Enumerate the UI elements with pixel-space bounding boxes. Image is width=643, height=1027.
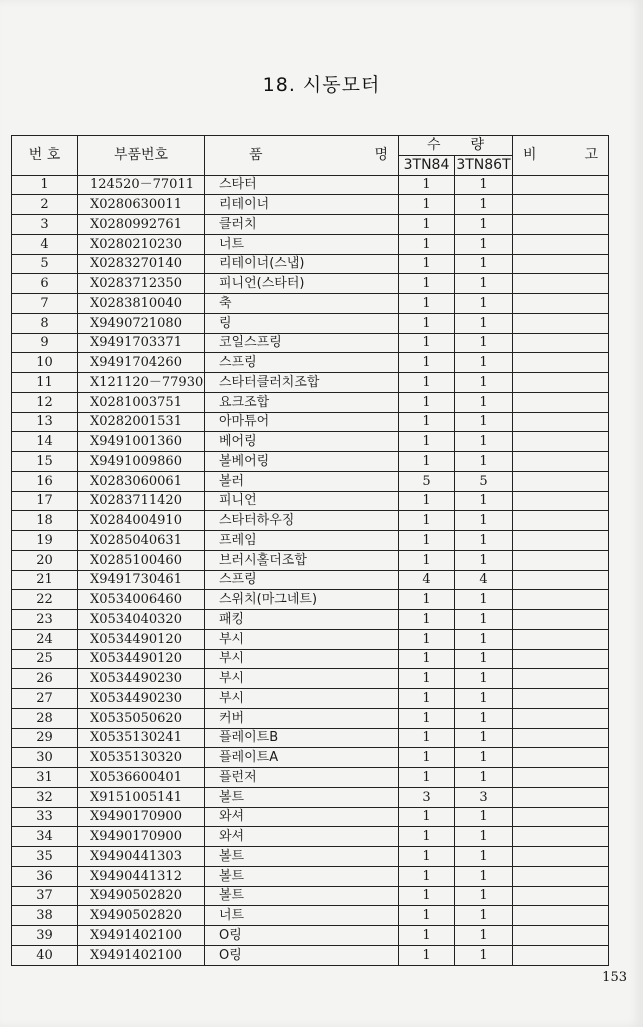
remark <box>513 689 609 709</box>
part-name: 스타터클러치조합 <box>205 373 399 393</box>
parts-table-body <box>12 175 609 965</box>
part-number: X0535130320 <box>78 748 205 768</box>
table-row <box>12 886 609 906</box>
table-row <box>12 491 609 511</box>
remark <box>513 412 609 432</box>
part-number: X0285100460 <box>78 550 205 570</box>
header-name <box>205 136 399 176</box>
table-row <box>12 452 609 472</box>
table-row <box>12 511 609 531</box>
qty-3tn86t: 1 <box>455 866 513 886</box>
part-name: 볼러 <box>205 471 399 491</box>
qty-3tn86t: 1 <box>455 708 513 728</box>
qty-3tn84: 1 <box>399 215 455 235</box>
qty-3tn86t: 1 <box>455 392 513 412</box>
row-number: 40 <box>12 945 78 965</box>
qty-3tn84: 1 <box>399 926 455 946</box>
parts-table <box>11 135 609 966</box>
part-name: 요크조합 <box>205 392 399 412</box>
table-row <box>12 254 609 274</box>
row-number: 12 <box>12 392 78 412</box>
table-row <box>12 215 609 235</box>
remark <box>513 333 609 353</box>
remark <box>513 728 609 748</box>
row-number: 25 <box>12 649 78 669</box>
row-number: 38 <box>12 906 78 926</box>
qty-3tn86t: 1 <box>455 847 513 867</box>
qty-3tn86t: 1 <box>455 511 513 531</box>
row-number: 20 <box>12 550 78 570</box>
table-row <box>12 866 609 886</box>
qty-3tn86t: 1 <box>455 590 513 610</box>
qty-3tn86t: 1 <box>455 669 513 689</box>
part-name: 아마튜어 <box>205 412 399 432</box>
qty-3tn86t: 1 <box>455 294 513 314</box>
remark <box>513 353 609 373</box>
table-row <box>12 274 609 294</box>
table-row <box>12 333 609 353</box>
table-row <box>12 550 609 570</box>
qty-3tn84: 1 <box>399 412 455 432</box>
qty-3tn84: 1 <box>399 234 455 254</box>
header-qty-b: 량 <box>470 136 484 153</box>
remark <box>513 847 609 867</box>
qty-3tn84: 1 <box>399 866 455 886</box>
part-name: 스프링 <box>205 570 399 590</box>
part-name: O링 <box>205 945 399 965</box>
qty-3tn86t: 1 <box>455 175 513 195</box>
part-number: X0281003751 <box>78 392 205 412</box>
part-number: X9490721080 <box>78 313 205 333</box>
part-name: 플레이트A <box>205 748 399 768</box>
qty-3tn86t: 1 <box>455 926 513 946</box>
part-name: 스타터 <box>205 175 399 195</box>
qty-3tn86t: 1 <box>455 610 513 630</box>
row-number: 27 <box>12 689 78 709</box>
row-number: 16 <box>12 471 78 491</box>
part-number: X9151005141 <box>78 787 205 807</box>
header-qty-a: 수 <box>427 136 441 153</box>
remark <box>513 175 609 195</box>
qty-3tn84: 1 <box>399 629 455 649</box>
qty-3tn84: 1 <box>399 254 455 274</box>
row-number: 23 <box>12 610 78 630</box>
header-remark-a: 비 <box>523 146 537 163</box>
row-number: 33 <box>12 807 78 827</box>
remark <box>513 254 609 274</box>
table-row <box>12 787 609 807</box>
table-row <box>12 432 609 452</box>
table-row <box>12 906 609 926</box>
qty-3tn84: 1 <box>399 669 455 689</box>
part-name: 커버 <box>205 708 399 728</box>
qty-3tn86t: 1 <box>455 550 513 570</box>
row-number: 9 <box>12 333 78 353</box>
qty-3tn86t: 1 <box>455 195 513 215</box>
qty-3tn86t: 1 <box>455 234 513 254</box>
part-number: X9490441312 <box>78 866 205 886</box>
table-row <box>12 294 609 314</box>
row-number: 39 <box>12 926 78 946</box>
qty-3tn84: 1 <box>399 807 455 827</box>
part-number: X0536600401 <box>78 768 205 788</box>
table-row <box>12 945 609 965</box>
part-name: 와셔 <box>205 807 399 827</box>
remark <box>513 491 609 511</box>
qty-3tn86t: 4 <box>455 570 513 590</box>
part-name: 스프링 <box>205 353 399 373</box>
remark <box>513 807 609 827</box>
part-number: X0284004910 <box>78 511 205 531</box>
qty-3tn86t: 1 <box>455 412 513 432</box>
qty-3tn84: 1 <box>399 313 455 333</box>
part-name: 클러치 <box>205 215 399 235</box>
row-number: 31 <box>12 768 78 788</box>
part-number: X9490502820 <box>78 906 205 926</box>
remark <box>513 768 609 788</box>
remark <box>513 649 609 669</box>
part-name: 피니언 <box>205 491 399 511</box>
table-row <box>12 353 609 373</box>
part-number: X9491704260 <box>78 353 205 373</box>
qty-3tn86t: 1 <box>455 432 513 452</box>
row-number: 3 <box>12 215 78 235</box>
qty-3tn84: 1 <box>399 333 455 353</box>
row-number: 2 <box>12 195 78 215</box>
remark <box>513 629 609 649</box>
part-number: X0280992761 <box>78 215 205 235</box>
remark <box>513 669 609 689</box>
table-row <box>12 392 609 412</box>
row-number: 30 <box>12 748 78 768</box>
remark <box>513 373 609 393</box>
qty-3tn84: 1 <box>399 274 455 294</box>
part-number: X0283712350 <box>78 274 205 294</box>
qty-3tn84: 1 <box>399 491 455 511</box>
part-name: 너트 <box>205 234 399 254</box>
qty-3tn84: 1 <box>399 945 455 965</box>
table-row <box>12 768 609 788</box>
header-no: 번 호 <box>12 136 78 176</box>
table-row <box>12 629 609 649</box>
row-number: 7 <box>12 294 78 314</box>
remark <box>513 432 609 452</box>
part-number: X9490441303 <box>78 847 205 867</box>
qty-3tn84: 5 <box>399 471 455 491</box>
remark <box>513 471 609 491</box>
part-name: 볼트 <box>205 787 399 807</box>
qty-3tn86t: 1 <box>455 886 513 906</box>
part-number: X9491703371 <box>78 333 205 353</box>
qty-3tn84: 1 <box>399 373 455 393</box>
part-name: 너트 <box>205 906 399 926</box>
qty-3tn86t: 1 <box>455 313 513 333</box>
part-name: 볼트 <box>205 847 399 867</box>
part-number: 124520－77011 <box>78 175 205 195</box>
table-row <box>12 708 609 728</box>
row-number: 18 <box>12 511 78 531</box>
remark <box>513 708 609 728</box>
remark <box>513 945 609 965</box>
part-name: 부시 <box>205 629 399 649</box>
table-row <box>12 807 609 827</box>
qty-3tn84: 1 <box>399 708 455 728</box>
remark <box>513 550 609 570</box>
row-number: 14 <box>12 432 78 452</box>
qty-3tn84: 1 <box>399 728 455 748</box>
qty-3tn86t: 1 <box>455 353 513 373</box>
header-row <box>12 136 609 156</box>
row-number: 17 <box>12 491 78 511</box>
part-name: 리테이너(스냅) <box>205 254 399 274</box>
part-number: X0534490120 <box>78 649 205 669</box>
part-name: 부시 <box>205 689 399 709</box>
qty-3tn84: 1 <box>399 748 455 768</box>
remark <box>513 452 609 472</box>
row-number: 21 <box>12 570 78 590</box>
row-number: 1 <box>12 175 78 195</box>
header-model-1: 3TN84 <box>399 155 455 175</box>
part-name: O링 <box>205 926 399 946</box>
header-remark-b: 고 <box>584 146 598 163</box>
row-number: 34 <box>12 827 78 847</box>
row-number: 13 <box>12 412 78 432</box>
row-number: 24 <box>12 629 78 649</box>
part-number: X9491009860 <box>78 452 205 472</box>
remark <box>513 827 609 847</box>
part-number: X0282001531 <box>78 412 205 432</box>
remark <box>513 274 609 294</box>
qty-3tn84: 1 <box>399 550 455 570</box>
part-number: X0534490230 <box>78 689 205 709</box>
qty-3tn86t: 1 <box>455 531 513 551</box>
qty-3tn86t: 1 <box>455 728 513 748</box>
part-number: X9490170900 <box>78 807 205 827</box>
row-number: 29 <box>12 728 78 748</box>
qty-3tn86t: 1 <box>455 945 513 965</box>
remark <box>513 570 609 590</box>
remark <box>513 590 609 610</box>
remark <box>513 511 609 531</box>
part-name: 부시 <box>205 649 399 669</box>
part-name: 리테이너 <box>205 195 399 215</box>
part-name: 축 <box>205 294 399 314</box>
part-name: 코일스프링 <box>205 333 399 353</box>
part-number: X0535130241 <box>78 728 205 748</box>
table-row <box>12 313 609 333</box>
table-row <box>12 234 609 254</box>
remark <box>513 313 609 333</box>
part-number: X9491402100 <box>78 945 205 965</box>
qty-3tn84: 4 <box>399 570 455 590</box>
part-number: X121120－77930 <box>78 373 205 393</box>
part-number: X0283060061 <box>78 471 205 491</box>
qty-3tn84: 1 <box>399 452 455 472</box>
part-name: 프레임 <box>205 531 399 551</box>
qty-3tn84: 1 <box>399 827 455 847</box>
row-number: 11 <box>12 373 78 393</box>
table-row <box>12 926 609 946</box>
qty-3tn86t: 1 <box>455 748 513 768</box>
qty-3tn84: 1 <box>399 689 455 709</box>
table-row <box>12 471 609 491</box>
row-number: 8 <box>12 313 78 333</box>
qty-3tn86t: 1 <box>455 768 513 788</box>
part-name: 스위치(마그네트) <box>205 590 399 610</box>
row-number: 28 <box>12 708 78 728</box>
remark <box>513 195 609 215</box>
row-number: 37 <box>12 886 78 906</box>
qty-3tn86t: 1 <box>455 274 513 294</box>
header-qty <box>399 136 513 156</box>
qty-3tn84: 1 <box>399 195 455 215</box>
header-model-2: 3TN86T <box>455 155 513 175</box>
header-name-b: 명 <box>374 146 388 163</box>
part-number: X0283711420 <box>78 491 205 511</box>
qty-3tn86t: 1 <box>455 452 513 472</box>
row-number: 22 <box>12 590 78 610</box>
part-name: 패킹 <box>205 610 399 630</box>
table-row <box>12 827 609 847</box>
part-number: X9490502820 <box>78 886 205 906</box>
table-row <box>12 373 609 393</box>
qty-3tn84: 1 <box>399 768 455 788</box>
qty-3tn84: 1 <box>399 511 455 531</box>
qty-3tn84: 1 <box>399 590 455 610</box>
part-name: 베어링 <box>205 432 399 452</box>
qty-3tn86t: 1 <box>455 629 513 649</box>
row-number: 5 <box>12 254 78 274</box>
row-number: 26 <box>12 669 78 689</box>
remark <box>513 610 609 630</box>
remark <box>513 926 609 946</box>
qty-3tn86t: 1 <box>455 333 513 353</box>
part-name: 볼트 <box>205 886 399 906</box>
part-number: X0534490120 <box>78 629 205 649</box>
header-name-a: 품 <box>249 146 263 163</box>
part-name: 스타터하우징 <box>205 511 399 531</box>
part-name: 플런저 <box>205 768 399 788</box>
part-number: X0534490230 <box>78 669 205 689</box>
part-name: 플레이트B <box>205 728 399 748</box>
remark <box>513 787 609 807</box>
qty-3tn86t: 1 <box>455 827 513 847</box>
table-row <box>12 412 609 432</box>
qty-3tn84: 1 <box>399 432 455 452</box>
qty-3tn84: 1 <box>399 649 455 669</box>
remark <box>513 234 609 254</box>
row-number: 6 <box>12 274 78 294</box>
qty-3tn86t: 1 <box>455 373 513 393</box>
table-row <box>12 748 609 768</box>
table-row <box>12 669 609 689</box>
row-number: 4 <box>12 234 78 254</box>
remark <box>513 215 609 235</box>
table-row <box>12 175 609 195</box>
qty-3tn86t: 5 <box>455 471 513 491</box>
header-part-no: 부품번호 <box>78 136 205 176</box>
qty-3tn84: 1 <box>399 906 455 926</box>
part-number: X0280630011 <box>78 195 205 215</box>
part-number: X9491402100 <box>78 926 205 946</box>
qty-3tn84: 1 <box>399 886 455 906</box>
remark <box>513 531 609 551</box>
remark <box>513 392 609 412</box>
page-number: 153 <box>602 970 627 985</box>
part-name: 브러시홀더조합 <box>205 550 399 570</box>
part-name: 부시 <box>205 669 399 689</box>
table-row <box>12 649 609 669</box>
table-row <box>12 195 609 215</box>
row-number: 35 <box>12 847 78 867</box>
part-number: X9490170900 <box>78 827 205 847</box>
qty-3tn86t: 1 <box>455 215 513 235</box>
qty-3tn86t: 3 <box>455 787 513 807</box>
remark <box>513 906 609 926</box>
part-number: X9491001360 <box>78 432 205 452</box>
part-name: 피니언(스타터) <box>205 274 399 294</box>
part-number: X0534006460 <box>78 590 205 610</box>
part-number: X0283810040 <box>78 294 205 314</box>
qty-3tn86t: 1 <box>455 254 513 274</box>
row-number: 36 <box>12 866 78 886</box>
table-row <box>12 689 609 709</box>
qty-3tn86t: 1 <box>455 689 513 709</box>
remark <box>513 748 609 768</box>
qty-3tn86t: 1 <box>455 906 513 926</box>
table-row <box>12 590 609 610</box>
qty-3tn84: 1 <box>399 175 455 195</box>
table-row <box>12 847 609 867</box>
qty-3tn84: 1 <box>399 847 455 867</box>
part-number: X0283270140 <box>78 254 205 274</box>
table-row <box>12 570 609 590</box>
row-number: 32 <box>12 787 78 807</box>
part-name: 볼베어링 <box>205 452 399 472</box>
qty-3tn84: 3 <box>399 787 455 807</box>
part-name: 링 <box>205 313 399 333</box>
qty-3tn84: 1 <box>399 531 455 551</box>
part-number: X0280210230 <box>78 234 205 254</box>
qty-3tn84: 1 <box>399 294 455 314</box>
table-row <box>12 610 609 630</box>
qty-3tn84: 1 <box>399 610 455 630</box>
qty-3tn86t: 1 <box>455 649 513 669</box>
header-remark <box>513 136 609 176</box>
qty-3tn84: 1 <box>399 392 455 412</box>
part-number: X0534040320 <box>78 610 205 630</box>
remark <box>513 866 609 886</box>
page-title: 18. 시동모터 <box>262 74 381 96</box>
part-number: X0285040631 <box>78 531 205 551</box>
part-number: X9491730461 <box>78 570 205 590</box>
qty-3tn84: 1 <box>399 353 455 373</box>
table-row <box>12 728 609 748</box>
row-number: 15 <box>12 452 78 472</box>
remark <box>513 886 609 906</box>
part-name: 볼트 <box>205 866 399 886</box>
qty-3tn86t: 1 <box>455 807 513 827</box>
row-number: 10 <box>12 353 78 373</box>
table-row <box>12 531 609 551</box>
remark <box>513 294 609 314</box>
part-name: 와셔 <box>205 827 399 847</box>
row-number: 19 <box>12 531 78 551</box>
part-number: X0535050620 <box>78 708 205 728</box>
qty-3tn86t: 1 <box>455 491 513 511</box>
